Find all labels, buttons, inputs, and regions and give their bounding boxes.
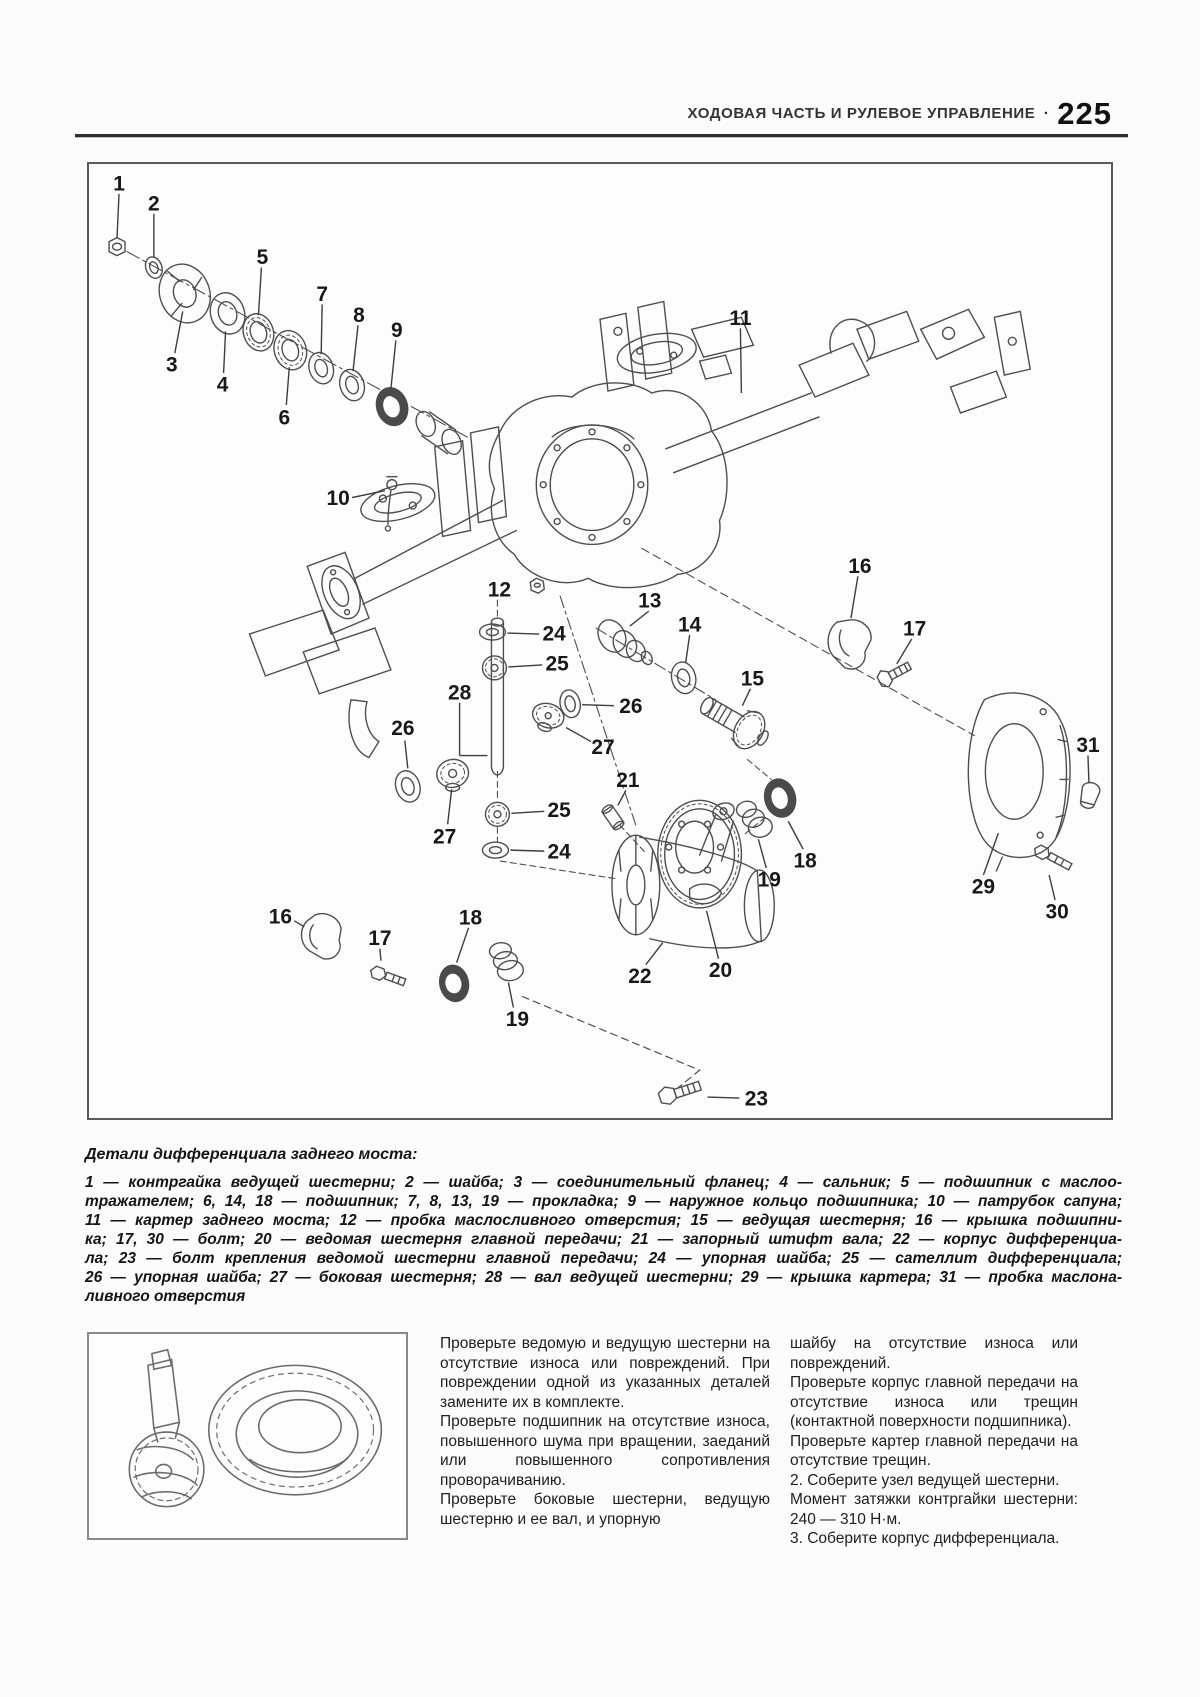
callout-number: 16 (848, 554, 872, 578)
header-rule (75, 134, 1128, 138)
callout-leader-line (507, 633, 539, 634)
callout-number: 18 (793, 849, 817, 873)
callout-number: 28 (447, 681, 472, 705)
callout-number: 27 (591, 736, 615, 760)
callout-layer (113, 172, 1100, 1110)
callout-leader-line (851, 576, 858, 618)
callout-number: 13 (638, 589, 662, 613)
callout-leader-line (508, 665, 542, 667)
callout-number: 25 (545, 652, 569, 676)
callout-number: 12 (487, 578, 512, 602)
callout-number: 9 (391, 318, 403, 342)
callout-leader-line (321, 304, 322, 354)
callout-number: 2 (148, 192, 160, 216)
callout-leader-line (457, 928, 469, 963)
text-column-right (790, 1334, 1078, 1549)
callout-leader-line (448, 789, 452, 824)
paragraph: 2. Соберите узел ведущей шестерни. (790, 1471, 1060, 1489)
figure-caption (85, 1146, 1122, 1306)
callout-leader-line (380, 949, 381, 961)
page-header (75, 96, 1112, 132)
callout-leader-line (511, 811, 544, 813)
callout-number: 24 (547, 840, 571, 864)
callout-leader-line (405, 741, 408, 769)
callout-leader-line (117, 194, 119, 238)
callout-number: 21 (616, 768, 640, 792)
paragraph: 3. Соберите корпус дифференциала. (790, 1530, 1060, 1547)
caption-line: 1 — контргайка ведущей шестерни; 2 — шайба; 3 — соединительный фланец; 4 — сальник; 5 — подшипник с маслоо- (85, 1174, 1122, 1191)
callout-leader-line (566, 728, 591, 742)
paragraph: Проверьте ведомую и ведущую шестерни на отсутствие износа или повреждений. При повреждении одной из указанных деталей замените их в комплекте. (440, 1335, 770, 1411)
paragraph: Проверьте подшипник на отсутствие износа, повышенного шума при вращении, заеданий или повышенного сопротивления проворачиванию. (440, 1413, 770, 1489)
exploded-diagram (89, 164, 1111, 1118)
paragraph: Момент затяжки контргайки шестерни: 240 — 310 Н·м. (790, 1491, 1078, 1528)
pinion-and-ring-gear-drawing (89, 1334, 406, 1538)
callout-leader-line (630, 611, 649, 626)
callout-leader-line (391, 340, 396, 389)
callout-number: 19 (757, 868, 781, 892)
callout-leader-line (686, 635, 690, 663)
caption-line: 11 — картер заднего моста; 12 — пробка маслосливного отверстия; 15 — ведущая шестерня; 16 — крышка подшипни- (85, 1212, 1122, 1229)
caption-title: Детали дифференциала заднего моста: (85, 1146, 418, 1163)
paragraph: шайбу на отсутствие износа или повреждений. (790, 1335, 1078, 1372)
callout-leader-line (582, 705, 614, 706)
callout-leader-line (788, 821, 803, 849)
callout-leader-line (510, 850, 544, 851)
callout-number: 20 (708, 959, 733, 983)
caption-line: тражателем; 6, 14, 18 — подшипник; 7, 8, 13, 19 — прокладка; 9 — наружное кольцо подшипника; 10 — патрубок сапуна; (85, 1193, 1122, 1210)
callout-number: 10 (326, 487, 350, 511)
paragraph: Проверьте боковые шестерни, ведущую шестерню и ее вал, и упорную (440, 1491, 770, 1528)
callout-number: 19 (505, 1007, 529, 1031)
callout-number: 1 (113, 172, 125, 196)
header-separator: · (1043, 105, 1049, 122)
callout-leader-line (353, 325, 358, 371)
callout-number: 7 (316, 282, 328, 306)
callout-number: 8 (353, 303, 365, 327)
callout-number: 31 (1076, 734, 1100, 758)
callout-number: 14 (677, 613, 702, 637)
caption-line: ливного отверстия (85, 1288, 246, 1305)
callout-number: 27 (433, 825, 457, 849)
callout-leader-line (175, 311, 183, 353)
callout-number: 17 (903, 617, 927, 641)
callout-number: 23 (744, 1087, 768, 1111)
section-title: ХОДОВАЯ ЧАСТЬ И РУЛЕВОЕ УПРАВЛЕНИЕ (687, 105, 1036, 122)
callout-leader-line (708, 1097, 740, 1098)
paragraph: Проверьте корпус главной передачи на отсутствие износа или трещин (контактной поверхности подшипника). (790, 1374, 1078, 1430)
callout-number: 6 (278, 406, 291, 430)
text-column-middle (440, 1334, 770, 1529)
callout-leader-line (1049, 875, 1055, 900)
caption-line: ла; 23 — болт крепления ведомой шестерни главной передачи; 24 — упорная шайба; 25 — сателлит дифференциала; (85, 1250, 1122, 1267)
callout-number: 15 (740, 667, 764, 691)
callout-number: 5 (256, 246, 269, 270)
caption-line: 26 — упорная шайба; 27 — боковая шестерня; 28 — вал ведущей шестерни; 29 — крышка картера; 31 — пробка маслона- (85, 1269, 1122, 1286)
callout-leader-line (258, 268, 261, 316)
callout-number: 26 (619, 695, 643, 719)
callout-number: 24 (542, 622, 566, 646)
callout-number: 22 (628, 965, 652, 989)
callout-number: 18 (458, 906, 483, 930)
gear-illustration-box (87, 1332, 408, 1540)
callout-leader-line (897, 639, 912, 664)
callout-number: 4 (216, 373, 229, 397)
callout-number: 26 (391, 717, 415, 741)
callout-number: 16 (268, 905, 292, 929)
caption-parts-list (85, 1173, 1122, 1306)
callout-leader-line (286, 367, 289, 405)
callout-number: 11 (729, 306, 752, 330)
callout-number: 25 (547, 798, 571, 822)
exploded-view-figure (87, 162, 1113, 1120)
diagram-artwork (109, 238, 1101, 1107)
callout-leader-line (646, 943, 663, 965)
callout-leader-line (508, 983, 513, 1008)
caption-line: ка; 17, 30 — болт; 20 — ведомая шестерня главной передачи; 21 — запорный штифт вала; 22 — корпус дифференциа- (85, 1231, 1122, 1248)
callout-leader-line (224, 331, 226, 373)
callout-leader-line (742, 689, 750, 706)
callout-leader-line (758, 839, 766, 868)
callout-number: 29 (971, 875, 996, 899)
paragraph: Проверьте картер главной передачи на отсутствие трещин. (790, 1432, 1078, 1469)
callout-leader-line (740, 328, 741, 393)
callout-leader-line (618, 790, 626, 805)
callout-leader-line (707, 911, 719, 959)
callout-leader-line (1088, 756, 1089, 784)
callout-leader-line (983, 833, 998, 875)
callout-number: 30 (1045, 900, 1069, 924)
callout-leader-line (294, 921, 304, 927)
callout-number: 17 (368, 927, 392, 951)
callout-number: 3 (165, 353, 178, 377)
page-number: 225 (1057, 96, 1112, 131)
